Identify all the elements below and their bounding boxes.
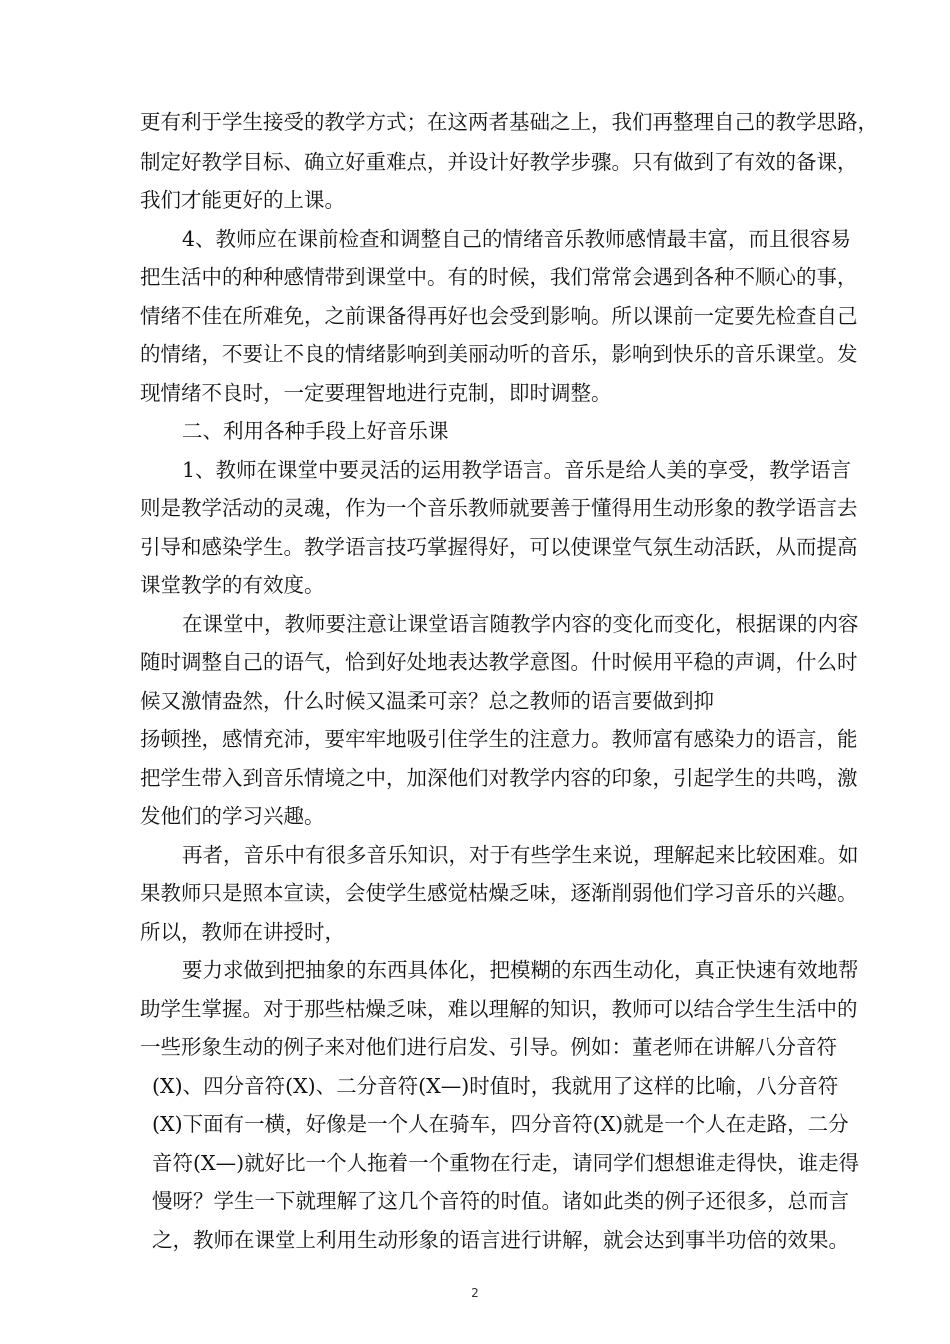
- text-line: 候又激情盎然，什么时候又温柔可亲？总之教师的语言要做到抑: [140, 689, 714, 713]
- text-line: 的情绪，不要让不良的情绪影响到美丽动听的音乐，影响到快乐的音乐课堂。发: [140, 342, 858, 366]
- text-line: 情绪不佳在所难免，之前课备得再好也会受到影响。所以课前一定要先检查自己: [140, 304, 858, 328]
- text-line: 我们才能更好的上课。: [140, 188, 345, 212]
- text-line: 发他们的学习兴趣。: [140, 804, 325, 828]
- text-line: 制定好教学目标、确立好重难点，并设计好教学步骤。只有做到了有效的备课，: [140, 150, 858, 174]
- text-line: 1、教师在课堂中要灵活的运用教学语言。音乐是给人美的享受，教学语言: [182, 458, 852, 482]
- text-line: 课堂教学的有效度。: [140, 573, 325, 597]
- text-line: 随时调整自己的语气，恰到好处地表达教学意图。什时候用平稳的声调，什么时: [140, 650, 858, 674]
- text-line: 慢呀？学生一下就理解了这几个音符的时值。诸如此类的例子还很多，总而言: [152, 1189, 849, 1213]
- text-line: 在课堂中，教师要注意让课堂语言随教学内容的变化而变化，根据课的内容: [182, 612, 859, 636]
- text-line: 把生活中的种种感情带到课堂中。有的时候，我们常常会遇到各种不顺心的事，: [140, 265, 858, 289]
- text-line: 助学生掌握。对于那些枯燥乏味，难以理解的知识，教师可以结合学生生活中的: [140, 997, 858, 1021]
- text-line: (X)下面有一横，好像是一个人在骑车，四分音符(X)就是一个人在走路，二分: [152, 1112, 849, 1136]
- text-line: 所以，教师在讲授时，: [140, 920, 345, 944]
- text-line: 之，教师在课堂上利用生动形象的语言进行讲解，就会达到事半功倍的效果。: [152, 1228, 849, 1252]
- text-line: 一些形象生动的例子来对他们进行启发、引导。例如：董老师在讲解八分音符: [140, 1035, 837, 1059]
- text-line: 扬顿挫，感情充沛，要牢牢地吸引住学生的注意力。教师富有感染力的语言，能: [140, 727, 858, 751]
- text-line: 引导和感染学生。教学语言技巧掌握得好，可以使课堂气氛生动活跃，从而提高: [140, 535, 858, 559]
- text-line: 再者，音乐中有很多音乐知识，对于有些学生来说，理解起来比较困难。如: [182, 843, 859, 867]
- text-line: 音符(X—)就好比一个人拖着一个重物在行走，请同学们想想谁走得快，谁走得: [152, 1151, 860, 1175]
- text-line: 把学生带入到音乐情境之中，加深他们对教学内容的印象，引起学生的共鸣，激: [140, 766, 858, 790]
- text-line: 4、教师应在课前检查和调整自己的情绪音乐教师感情最丰富，而且很容易: [182, 227, 852, 251]
- text-line: 果教师只是照本宣读，会使学生感觉枯燥乏味，逐渐削弱他们学习音乐的兴趣。: [140, 881, 858, 905]
- text-line: (X)、四分音符(X)、二分音符(X—)时值时，我就用了这样的比喻，八分音符: [152, 1074, 839, 1098]
- text-line: 现情绪不良时，一定要理智地进行克制，即时调整。: [140, 381, 612, 405]
- page-number: 2: [471, 1286, 479, 1300]
- text-line: 则是教学活动的灵魂，作为一个音乐教师就要善于懂得用生动形象的教学语言去: [140, 496, 858, 520]
- section-heading: 二、利用各种手段上好音乐课: [182, 419, 449, 443]
- text-line: 更有利于学生接受的教学方式；在这两者基础之上，我们再整理自己的教学思路，: [140, 110, 878, 134]
- text-line: 要力求做到把抽象的东西具体化，把模糊的东西生动化，真正快速有效地帮: [182, 958, 859, 982]
